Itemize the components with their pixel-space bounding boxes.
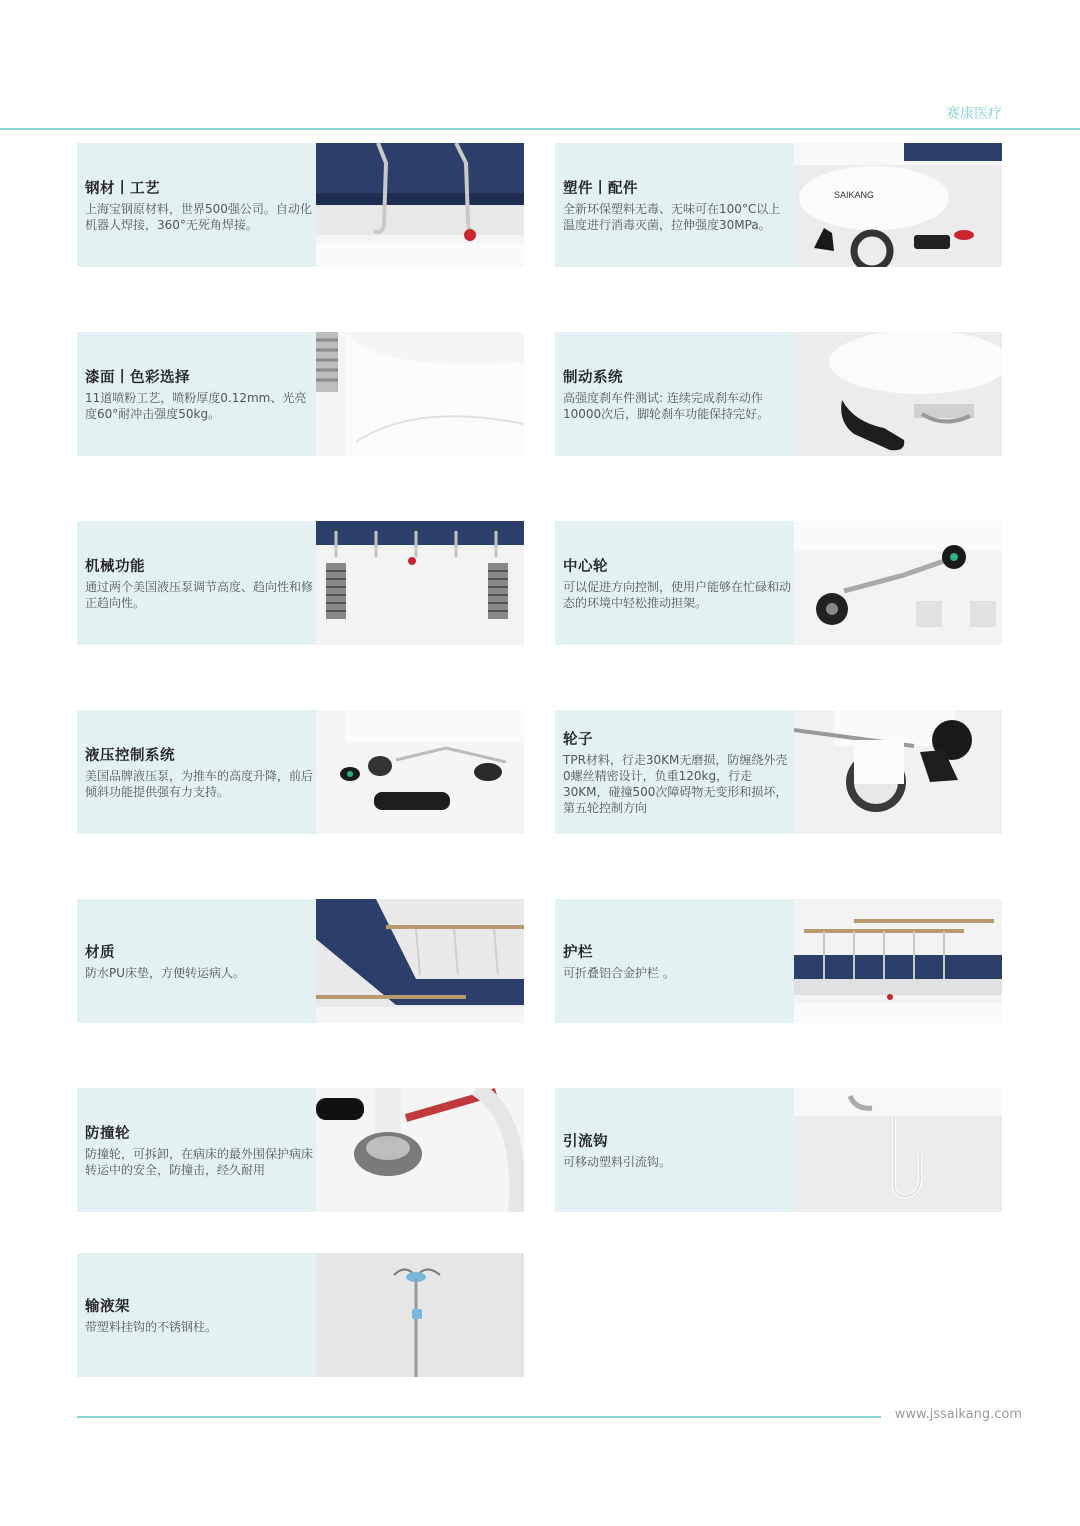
feature-title: 钢材丨工艺 (85, 181, 160, 197)
feature-title: 漆面丨色彩选择 (85, 370, 190, 386)
feature-card-hydraulic (77, 710, 524, 834)
feature-desc: 11道喷粉工艺，喷粉厚度0.12mm、光亮度60°耐冲击强度50kg。 (85, 391, 307, 421)
feature-card-guardrail (555, 899, 1002, 1023)
feature-title: 中心轮 (563, 559, 608, 575)
feature-desc: 全新环保塑料无毒、无味可在100°C以上温度进行消毒灭菌，拉伸强度30MPa。 (563, 202, 781, 232)
wheel-image (794, 710, 1002, 834)
center-wheel-image (794, 521, 1002, 645)
feature-desc: 上海宝钢原材料，世界500强公司。自动化机器人焊接，360°无死角焊接。 (85, 202, 312, 232)
plastic-parts-image (794, 143, 1002, 267)
feature-desc: 防撞轮，可拆卸，在病床的最外围保护病床转运中的安全，防撞击，经久耐用 (85, 1147, 314, 1177)
brake-system-image (794, 332, 1002, 456)
feature-desc: 可折叠铝合金护栏 。 (563, 966, 675, 980)
feature-desc: 高强度刹车件测试: 连续完成刹车动作10000次后，脚轮刹车功能保持完好。 (563, 391, 770, 421)
feature-title: 输液架 (85, 1299, 130, 1315)
feature-desc: TPR材料，行走30KM无磨损，防缠绕外壳0螺丝精密设计，负重120kg，行走30KM，碰撞500次障碍物无变形和损坏，第五轮控制方向 (563, 753, 788, 815)
header-divider (0, 128, 1080, 130)
bumper-wheel-image (316, 1088, 524, 1212)
feature-card-wheels (555, 710, 1002, 834)
feature-desc: 防水PU床垫，方便转运病人。 (85, 966, 246, 980)
footer-divider (77, 1416, 881, 1418)
mattress-image (316, 899, 524, 1023)
feature-desc: 可以促进方向控制，使用户能够在忙碌和动态的环境中轻松推动担架。 (563, 580, 792, 610)
hydraulic-pump-image (316, 521, 524, 645)
steel-stretcher-image (316, 143, 524, 267)
feature-desc: 带塑料挂钩的不锈钢柱。 (85, 1320, 218, 1334)
feature-card-iv-pole (77, 1253, 524, 1377)
paint-finish-image (316, 332, 524, 456)
feature-card-material (77, 899, 524, 1023)
feature-card-steel (77, 143, 524, 267)
feature-card-paint (77, 332, 524, 456)
feature-card-plastic (555, 143, 1002, 267)
hydraulic-control-image (316, 710, 524, 834)
feature-card-brake (555, 332, 1002, 456)
feature-title: 防撞轮 (85, 1126, 130, 1142)
feature-card-hook (555, 1088, 1002, 1212)
feature-title: 护栏 (563, 945, 593, 961)
feature-desc: 可移动塑料引流钩。 (563, 1155, 672, 1169)
feature-title: 液压控制系统 (85, 748, 175, 764)
feature-title: 机械功能 (85, 559, 145, 575)
feature-title: 塑件丨配件 (563, 181, 638, 197)
iv-pole-image (316, 1253, 524, 1377)
feature-desc: 通过两个美国液压泵调节高度、趋向性和修正趋向性。 (85, 580, 314, 610)
feature-card-center-wheel (555, 521, 1002, 645)
feature-card-mechanical (77, 521, 524, 645)
brand-name: 赛康医疗 (946, 106, 1002, 122)
feature-title: 材质 (85, 945, 115, 961)
feature-title: 引流钩 (563, 1134, 608, 1150)
saikang-logo: SAIKANG (834, 190, 875, 200)
website-url[interactable]: www.jssaikang.com (894, 1407, 1022, 1422)
guardrail-image (794, 899, 1002, 1023)
feature-card-bumper (77, 1088, 524, 1212)
feature-title: 制动系统 (563, 370, 623, 386)
drainage-hook-image (794, 1088, 1002, 1212)
feature-desc: 美国品牌液压泵，为推车的高度升降，前后倾斜功能提供强有力支持。 (85, 769, 314, 799)
feature-title: 轮子 (563, 732, 593, 748)
